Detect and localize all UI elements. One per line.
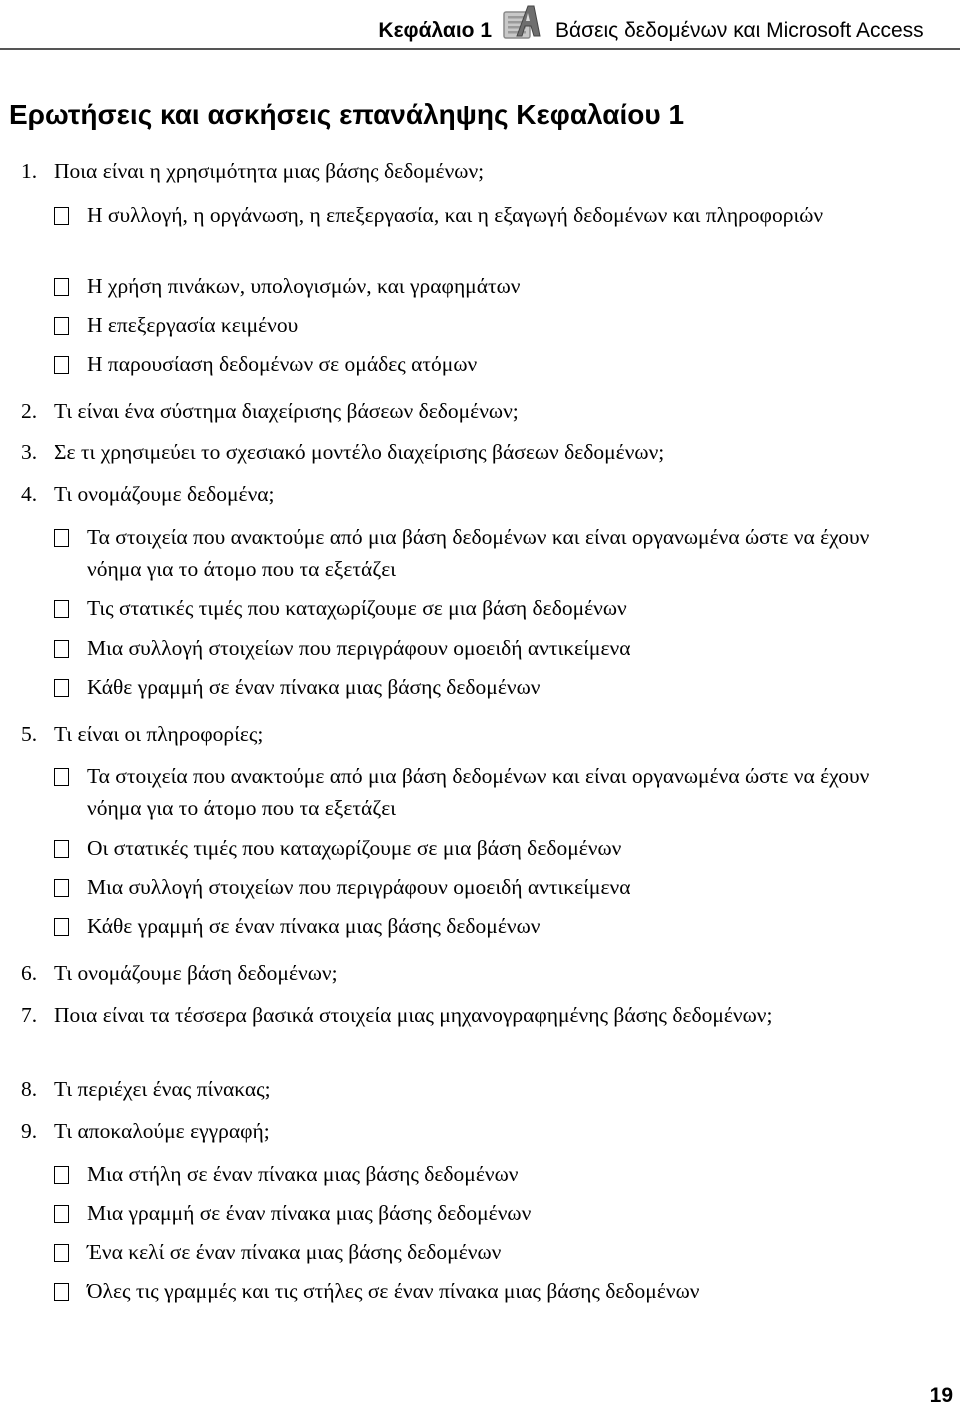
checkbox[interactable] xyxy=(54,278,69,296)
question-number: 2. xyxy=(21,399,38,423)
checkbox[interactable] xyxy=(54,600,69,618)
option-text: Κάθε γραμμή σε έναν πίνακα μιας βάσης δεδομένων xyxy=(87,914,541,938)
question-number: 3. xyxy=(21,440,38,464)
checkbox[interactable] xyxy=(54,679,69,697)
checkbox[interactable] xyxy=(54,840,69,858)
question-number: 7. xyxy=(21,1003,38,1027)
option-text: Τα στοιχεία που ανακτούμε από μια βάση δεδομένων και είναι οργανωμένα ώστε να έχουν νόημα για το άτομο που τα εξετάζει xyxy=(87,764,870,820)
option-text: Η επεξεργασία κειμένου xyxy=(87,313,299,337)
checkbox[interactable] xyxy=(54,1283,69,1301)
checkbox[interactable] xyxy=(54,879,69,897)
option-text: Οι στατικές τιμές που καταχωρίζουμε σε μια βάση δεδομένων xyxy=(87,836,622,860)
option-text: Ένα κελί σε έναν πίνακα μιας βάσης δεδομένων xyxy=(87,1240,502,1264)
option-text: Η συλλογή, η οργάνωση, η επεξεργασία, και η εξαγωγή δεδομένων και πληροφοριών xyxy=(87,203,824,227)
checkbox[interactable] xyxy=(54,640,69,658)
checkbox[interactable] xyxy=(54,1166,69,1184)
page-number: 19 xyxy=(929,1384,953,1407)
question-number: 8. xyxy=(21,1077,38,1101)
chapter-label: Κεφάλαιο 1 xyxy=(378,19,492,42)
page-header xyxy=(0,0,960,50)
checkbox[interactable] xyxy=(54,356,69,374)
option-text: Μια γραμμή σε έναν πίνακα μιας βάσης δεδομένων xyxy=(87,1201,532,1225)
question-text: Τι είναι οι πληροφορίες; xyxy=(54,722,264,746)
option-text: Τις στατικές τιμές που καταχωρίζουμε σε μια βάση δεδομένων xyxy=(87,596,627,620)
checkbox[interactable] xyxy=(54,1205,69,1223)
question-number: 1. xyxy=(21,159,38,183)
question-text: Σε τι χρησιμεύει το σχεσιακό μοντέλο διαχείρισης βάσεων δεδομένων; xyxy=(54,440,665,464)
checkbox[interactable] xyxy=(54,1244,69,1262)
question-text: Τι περιέχει ένας πίνακας; xyxy=(54,1077,271,1101)
question-text: Τι αποκαλούμε εγγραφή; xyxy=(54,1119,270,1143)
question-text: Ποια είναι η χρησιμότητα μιας βάσης δεδομένων; xyxy=(54,159,485,183)
question-number: 5. xyxy=(21,722,38,746)
question-number: 9. xyxy=(21,1119,38,1143)
question-text: Τι είναι ένα σύστημα διαχείρισης βάσεων δεδομένων; xyxy=(54,399,519,423)
option-text: Η χρήση πινάκων, υπολογισμών, και γραφημάτων xyxy=(87,274,521,298)
checkbox[interactable] xyxy=(54,317,69,335)
chapter-subtitle: Βάσεις δεδομένων και Microsoft Access xyxy=(555,19,924,42)
checkbox[interactable] xyxy=(54,918,69,936)
access-logo-icon xyxy=(500,2,542,44)
option-text: Κάθε γραμμή σε έναν πίνακα μιας βάσης δεδομένων xyxy=(87,675,541,699)
checkbox[interactable] xyxy=(54,529,69,547)
option-text: Τα στοιχεία που ανακτούμε από μια βάση δεδομένων και είναι οργανωμένα ώστε να έχουν νόημα για το άτομο που τα εξετάζει xyxy=(87,525,870,581)
option-text: Όλες τις γραμμές και τις στήλες σε έναν πίνακα μιας βάσης δεδομένων xyxy=(87,1279,700,1303)
question-number: 4. xyxy=(21,482,38,506)
option-text: Η παρουσίαση δεδομένων σε ομάδες ατόμων xyxy=(87,352,478,376)
checkbox[interactable] xyxy=(54,768,69,786)
option-text: Μια συλλογή στοιχείων που περιγράφουν ομοειδή αντικείμενα xyxy=(87,636,631,660)
checkbox[interactable] xyxy=(54,207,69,225)
question-text: Τι ονομάζουμε δεδομένα; xyxy=(54,482,275,506)
option-text: Μια στήλη σε έναν πίνακα μιας βάσης δεδομένων xyxy=(87,1162,519,1186)
question-text: Τι ονομάζουμε βάση δεδομένων; xyxy=(54,961,338,985)
question-text: Ποια είναι τα τέσσερα βασικά στοιχεία μιας μηχανογραφημένης βάσης δεδομένων; xyxy=(54,1003,773,1027)
question-number: 6. xyxy=(21,961,38,985)
section-title: Ερωτήσεις και ασκήσεις επανάληψης Κεφαλαίου 1 xyxy=(9,99,685,130)
option-text: Μια συλλογή στοιχείων που περιγράφουν ομοειδή αντικείμενα xyxy=(87,875,631,899)
